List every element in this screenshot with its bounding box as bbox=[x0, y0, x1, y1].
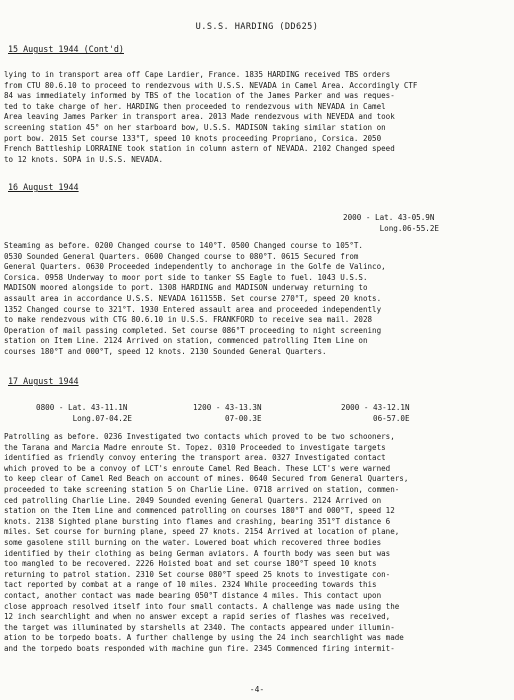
entry-text-17-aug: Patrolling as before. 0236 Investigated two contacts which proved to be two schooners, the Tarana and Marcia Madre enroute St. Topez. 0310 Proceeded to investigate targets identified as friendly convoy entering the transport area. 0327 Investigated contact which proved to be a convoy of LCT's enroute Camel Red Beach. These LCT's were warned to keep clear of Camel Red Beach on account of mines. 0640 Secured from General Quarters, proceeded to take screening station 5 on Charlie Line. 0718 arrived on station, commen- ced patrolling Charlie Line. 2049 Sounded evening General Quarters. 2124 Arrived on station on the Item Line and commenced patrolling on courses 180°T and 000°T, speed 12 knots. 2138 Sighted plane bursting into flames and crashing, bearing 351°T distance 6 miles. Set course for burning plane, speed 27 knots. 2154 Arrived at location of plane, some gasolene still burning on the water. Lowered boat which recovered three bodies identified by their clothing as being German aviators. A fourth body was seen but was too mangled to be recovered. 2226 Hoisted boat and set course 180°T speed 10 knots returning to patrol station. 2310 Set course 080°T speed 25 knots to investigate con- tact reported by combat at a range of 10 miles. 2324 While proceeding towards this contact, another contact was made bearing 050°T distance 4 miles. This contact upon close approach resolved itself into four small contacts. A challenge was made using the 12 inch searchlight and when no answer except a rapid series of flashes was received, the target was illuminated by starshells at 2340. The contacts appeared under illumin- ation to be torpedo boats. A further challenge by using the 24 inch searchlight was made and the torpedo boats responded with machine gun fire. 2345 Commenced firing intermit- bbox=[4, 432, 409, 653]
page-number: -4- bbox=[249, 685, 265, 694]
document-title: U.S.S. HARDING (DD625) bbox=[195, 22, 319, 32]
entry-date-16-aug: 16 August 1944 bbox=[8, 182, 79, 192]
position-report-17-aug-0800: 0800 - Lat. 43-11.1N Long.07-04.2E bbox=[36, 403, 133, 423]
entry-text-15-aug: lying to in transport area off Cape Lardier, France. 1835 HARDING received TBS orders from CTU 80.6.10 to proceed to rendezvous with U.S.S. NEVADA in Camel Area. Accordingly CTF 84 was immediately informed by TBS of the location of the James Parker and was reques- ted to take charge of her. HARDING then proceeded to rendezvous with NEVADA in Camel Area leaving James Parker in transport area. 2013 Made rendezvous with NEVEDA and took screening station 45° on her starboard bow, U.S.S. MADISON taking similar station on port bow. 2015 Set course 133°T, speed 10 knots proceeding Propriano, Corsica. 2050 French Battleship LORRAINE took station in column astern of NEVADA. 2102 Changed speed to 12 knots. SOPA in U.S.S. NEVADA. bbox=[4, 70, 418, 164]
position-report-17-aug-2000: 2000 - 43-12.1N 06-57.0E bbox=[341, 403, 410, 423]
position-report-17-aug-1200: 1200 - 43-13.3N 07-00.3E bbox=[193, 403, 262, 423]
entry-date-15-aug: 15 August 1944 (Cont'd) bbox=[8, 44, 124, 54]
entry-text-16-aug: Steaming as before. 0200 Changed course to 140°T. 0500 Changed course to 105°T. 0530 Sounded General Quarters. 0600 Changed course to 080°T. 0615 Secured from General Quarters. 0630 Proceeded independently to anchorage in the Golfe de Valinco, Corsica. 0958 Underway to moor port side to tanker SS Eagle to fuel. 1043 U.S.S. MADISON moored alongside to port. 1308 HARDING and MADISON underway returning to assault area in accordance U.S.S. NEVADA 161155B. Set course 270°T, speed 20 knots. 1352 Changed course to 321°T. 1930 Entered assault area and proceeded independently to make rendezvous with CTG 80.6.10 in U.S.S. FRANKFORD to receive sea mail. 2028 Operation of mail passing completed. Set course 086°T proceeding to night screening station on Item Line. 2124 Arrived on station, commenced patrolling Item Line on courses 180°T and 000°T, speed 12 knots. 2130 Sounded General Quarters. bbox=[4, 241, 386, 356]
position-report-16-aug-2000: 2000 - Lat. 43-05.9N Long.06-55.2E bbox=[343, 213, 440, 233]
entry-date-17-aug: 17 August 1944 bbox=[8, 376, 79, 386]
